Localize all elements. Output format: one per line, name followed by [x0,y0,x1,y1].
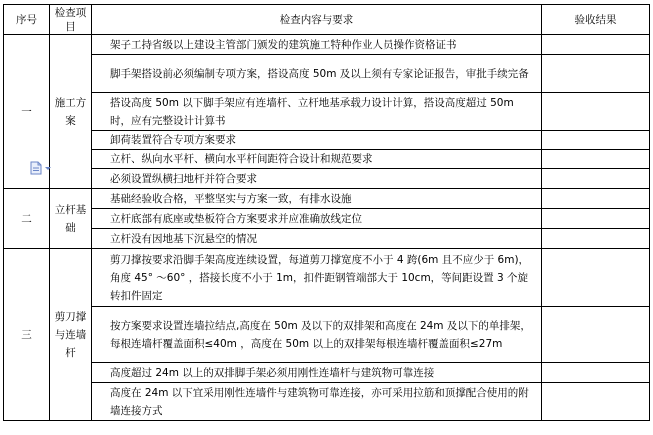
result-cell[interactable] [542,383,650,421]
result-cell[interactable] [542,209,650,229]
table-row [4,383,650,421]
result-cell[interactable] [542,229,650,249]
row-content: 剪刀撑按要求沿脚手架高度连续设置，每道剪刀撑宽度不小于 4 跨(6m 且不应少于 6m)，角度 45° ～60° ，搭接长度不小于 1m，扣件距钢管端部大于 10cm，等间距设置 3 个旋转扣件固定 [92,249,542,307]
row-content: 立杆没有因地基下沉悬空的情况 [92,229,542,249]
row-content: 立杆、纵向水平杆、横向水平杆间距符合设计和规范要求 [92,150,542,169]
table-row [4,363,650,383]
result-cell[interactable] [542,189,650,209]
result-cell[interactable] [542,55,650,93]
inspection-table [3,4,650,421]
result-cell[interactable] [542,169,650,189]
row-content: 高度超过 24m 以上的双排脚手架必须用刚性连墙杆与建筑物可靠连接 [92,363,542,383]
result-cell[interactable] [542,150,650,169]
header-content: 检查内容与要求 [92,5,542,35]
table-row [4,209,650,229]
result-cell[interactable] [542,35,650,55]
result-cell[interactable] [542,363,650,383]
header-seq: 序号 [4,5,50,35]
result-cell[interactable] [542,93,650,131]
table-row [4,169,650,189]
table-row [4,189,650,209]
row-content: 脚手架搭设前必须编制专项方案，搭设高度 50m 及以上须有专家论证报告，审批手续完备 [92,55,542,93]
row-content: 架子工持省级以上建设主管部门颁发的建筑施工特种作业人员操作资格证书 [92,35,542,55]
table-row [4,249,650,307]
document-icon[interactable] [30,161,52,175]
table-row [4,150,650,169]
result-cell[interactable] [542,131,650,150]
row-content: 卸荷装置符合专项方案要求 [92,131,542,150]
section-seq: 一 [4,35,50,189]
section-item: 施工方案 [50,35,92,189]
table-row [4,93,650,131]
section-item: 立杆基础 [50,189,92,249]
row-content: 必须设置纵横扫地杆并符合要求 [92,169,542,189]
table-row [4,229,650,249]
table-row [4,55,650,93]
header-item: 检查项目 [50,5,92,35]
row-content: 立杆底部有底座或垫板符合方案要求并应准确放线定位 [92,209,542,229]
table-header-row [4,5,650,35]
section-seq: 三 [4,249,50,421]
table-row [4,35,650,55]
section-item: 剪刀撑与连墙杆 [50,249,92,421]
row-content: 按方案要求设置连墙拉结点,高度在 50m 及以下的双排架和高度在 24m 及以下的单排架，每根连墙杆覆盖面积≤40m ，高度在 50m 以上的双排架每根连墙杆覆盖面积≤27m [92,307,542,363]
section-seq: 二 [4,189,50,249]
result-cell[interactable] [542,249,650,307]
table-row [4,131,650,150]
row-content: 基础经验收合格，平整坚实与方案一致，有排水设施 [92,189,542,209]
table-row [4,307,650,363]
result-cell[interactable] [542,307,650,363]
row-content: 搭设高度 50m 以下脚手架应有连墙杆、立杆地基承载力设计计算，搭设高度超过 50m 时，应有完整设计计算书 [92,93,542,131]
header-result: 验收结果 [542,5,650,35]
row-content: 高度在 24m 以下宜采用刚性连墙件与建筑物可靠连接，亦可采用拉筋和顶撑配合使用的附墙连接方式 [92,383,542,421]
